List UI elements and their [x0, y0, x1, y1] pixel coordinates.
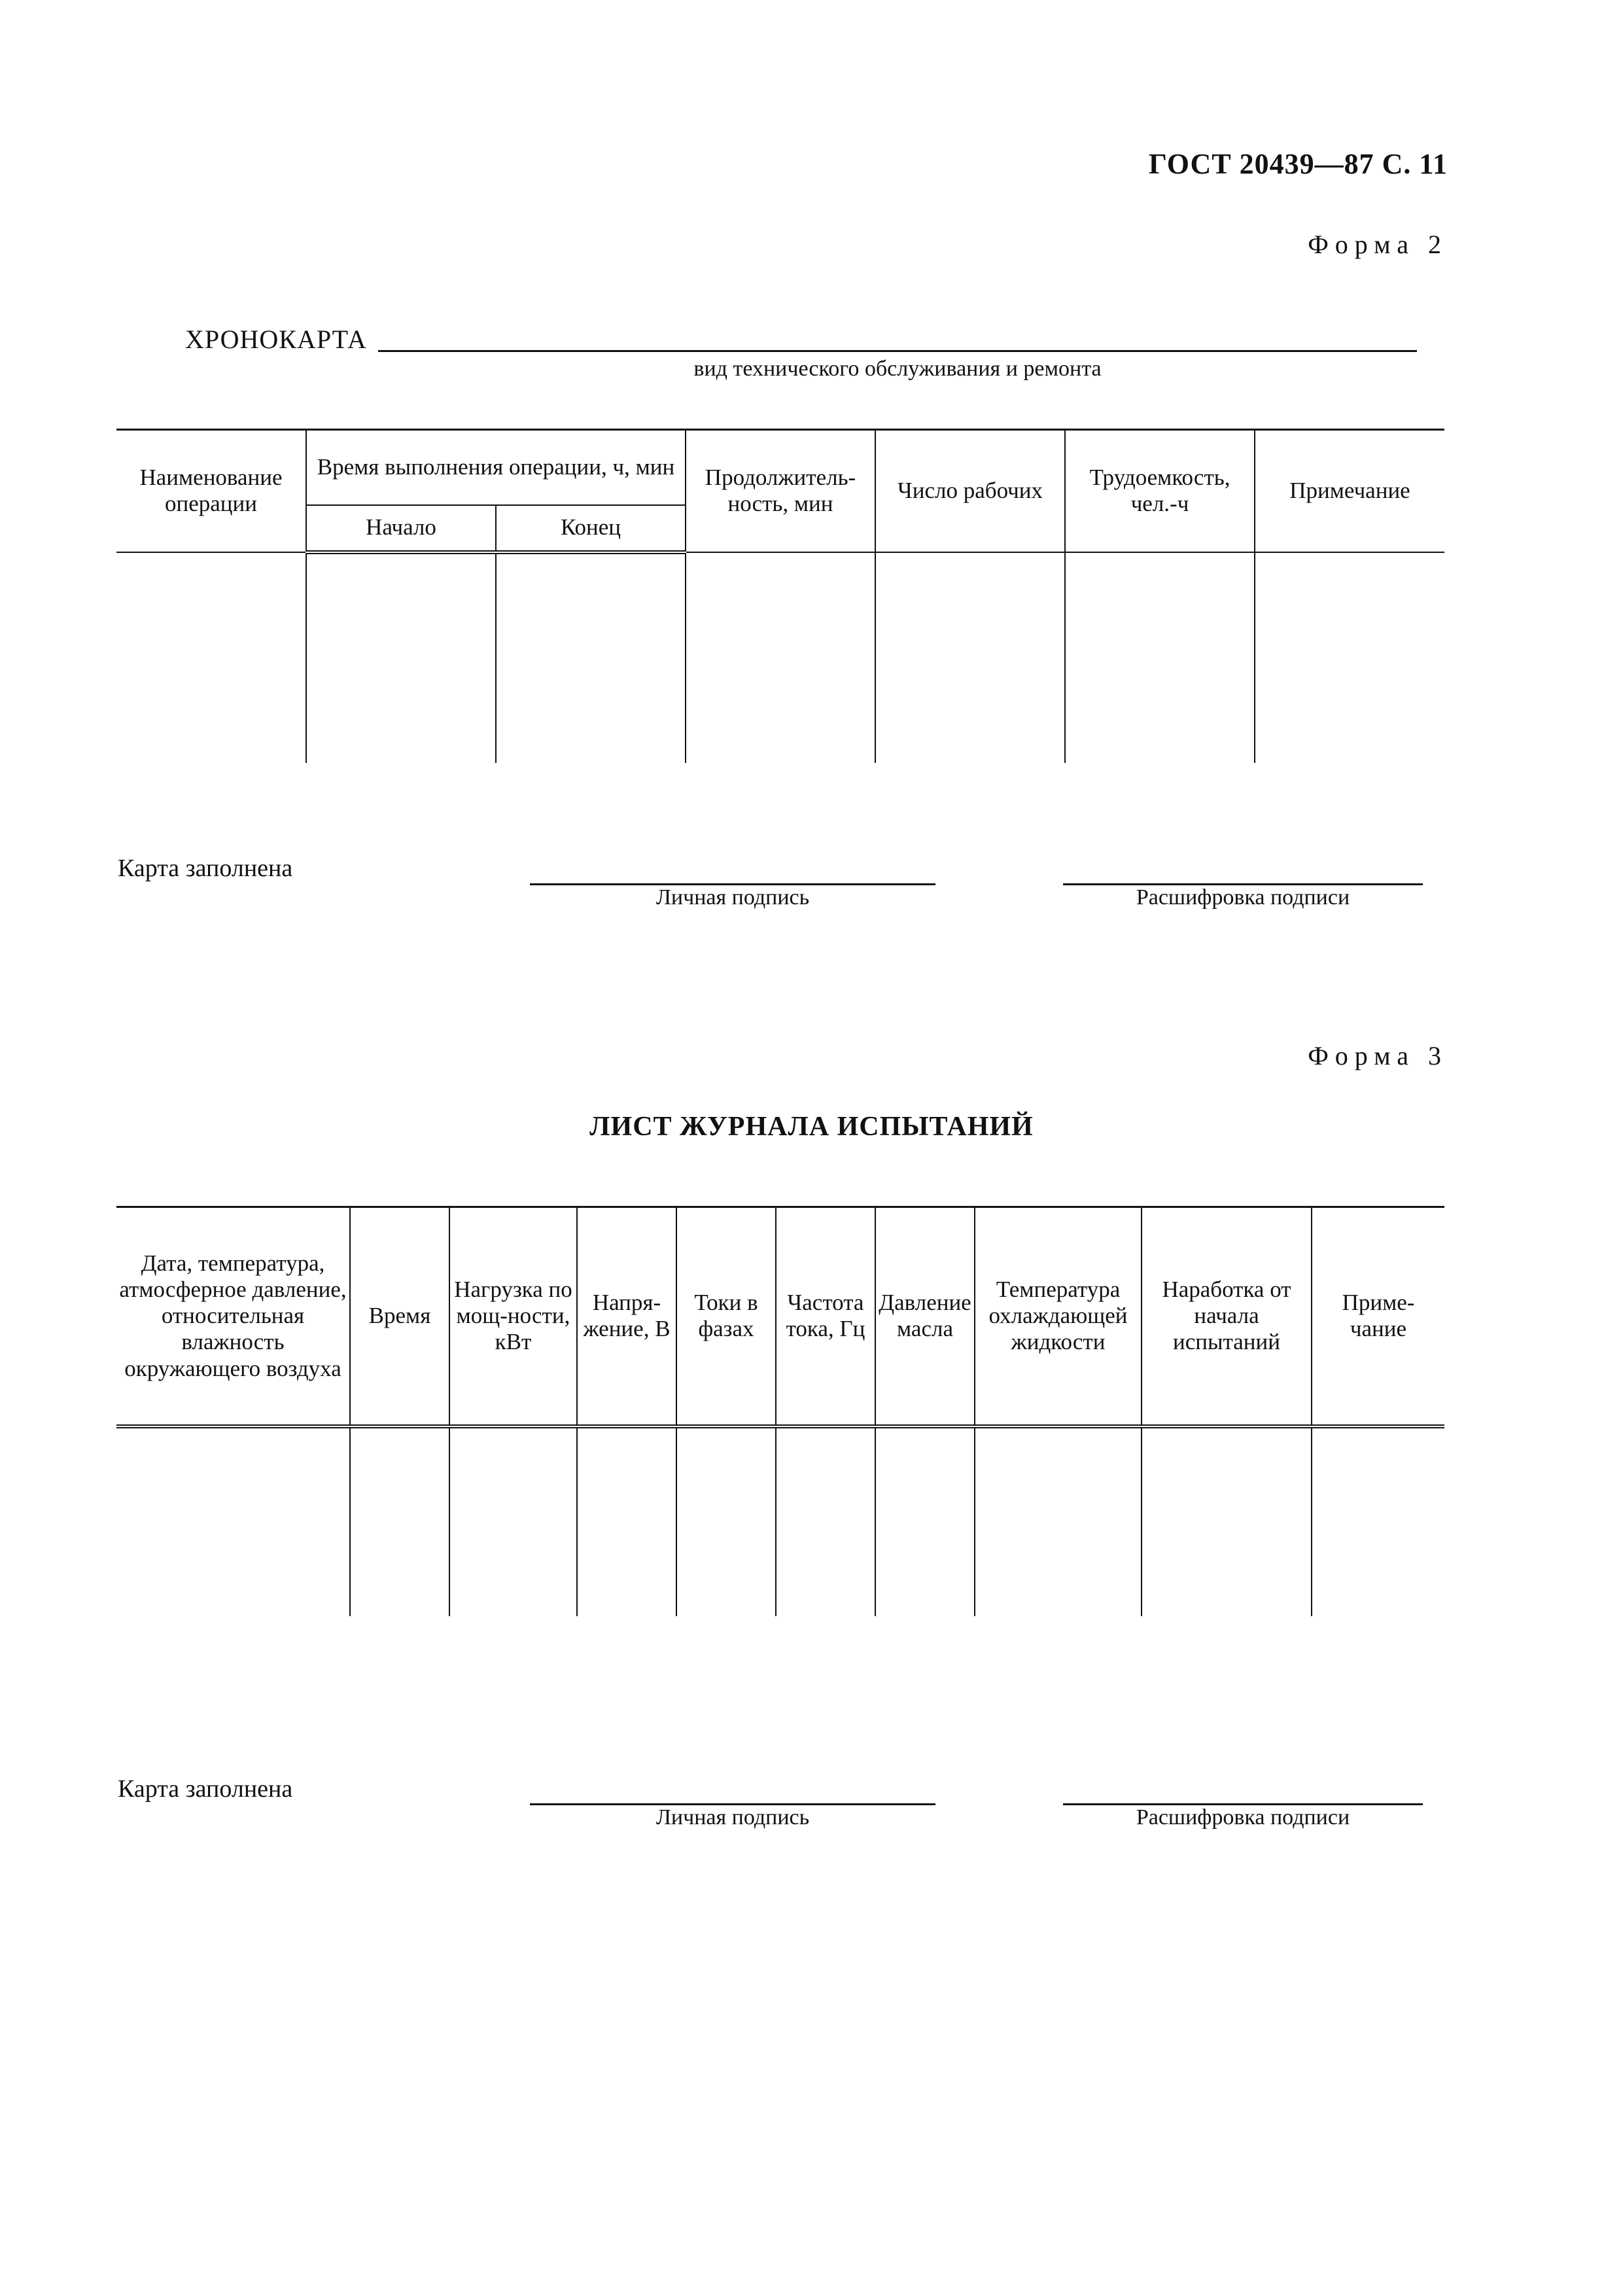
form2-cell-workers[interactable]: [875, 552, 1065, 763]
form2-cell-duration[interactable]: [686, 552, 875, 763]
form3-cell-coolant-temperature[interactable]: [975, 1426, 1142, 1616]
form2-cell-labor[interactable]: [1065, 552, 1255, 763]
form3-table-row: [116, 1426, 1444, 1616]
form3-header-currents: Токи в фазах: [676, 1207, 776, 1426]
form2-header-start: Начало: [306, 505, 496, 552]
form2-label: Форма 2: [1308, 230, 1448, 259]
form3-cell-voltage[interactable]: [577, 1426, 676, 1616]
form2-cell-end[interactable]: [496, 552, 686, 763]
form2-title-fill-line: [378, 350, 1417, 352]
form2-header-duration: Продолжитель-ность, мин: [686, 430, 875, 552]
form3-filled-label: Карта заполнена: [118, 1775, 293, 1803]
form2-header-workers: Число рабочих: [875, 430, 1065, 552]
form3-cell-date-conditions[interactable]: [116, 1426, 350, 1616]
form3-header-frequency: Частота тока, Гц: [776, 1207, 875, 1426]
form3-header-voltage: Напря-жение, В: [577, 1207, 676, 1426]
form2-header-operation-name: Наименование операции: [116, 430, 306, 552]
form2-title-caption: вид технического обслуживания и ремонта: [693, 357, 1102, 381]
form3-decode-caption: Расшифровка подписи: [1136, 1805, 1350, 1829]
form2-header-end: Конец: [496, 505, 686, 552]
form3-header-load: Нагрузка по мощ-ности, кВт: [449, 1207, 577, 1426]
form3-header-coolant-temperature: Температура охлаждающей жидкости: [975, 1207, 1142, 1426]
form3-header-oil-pressure: Давление масла: [875, 1207, 975, 1426]
form3-cell-note[interactable]: [1312, 1426, 1444, 1616]
form3-cell-load[interactable]: [449, 1426, 577, 1616]
form2-cell-operation-name[interactable]: [116, 552, 306, 763]
form3-header-note: Приме-чание: [1312, 1207, 1444, 1426]
form2-filled-label: Карта заполнена: [118, 855, 293, 882]
form2-cell-start[interactable]: [306, 552, 496, 763]
form3-title: ЛИСТ ЖУРНАЛА ИСПЫТАНИЙ: [589, 1112, 1034, 1142]
form3-cell-runtime[interactable]: [1142, 1426, 1312, 1616]
form2-table-row: [116, 552, 1444, 763]
form3-cell-time[interactable]: [350, 1426, 449, 1616]
form3-table: [116, 1206, 1444, 1616]
form2-header-labor: Трудоемкость, чел.-ч: [1065, 430, 1255, 552]
document-code: ГОСТ 20439—87 С. 11: [1148, 148, 1448, 180]
form3-signature-caption: Личная подпись: [655, 1805, 810, 1829]
form3-cell-currents[interactable]: [676, 1426, 776, 1616]
form3-cell-frequency[interactable]: [776, 1426, 875, 1616]
form2-title: ХРОНОКАРТА: [185, 325, 367, 354]
form2-header-note: Примечание: [1255, 430, 1444, 552]
form3-label: Форма 3: [1308, 1041, 1448, 1070]
form2-decode-caption: Расшифровка подписи: [1136, 885, 1350, 910]
form2-header-execution-time: Время выполнения операции, ч, мин: [306, 430, 686, 505]
form3-cell-oil-pressure[interactable]: [875, 1426, 975, 1616]
form3-header-runtime: Наработка от начала испытаний: [1142, 1207, 1312, 1426]
form2-signature-caption: Личная подпись: [655, 885, 810, 910]
form3-header-time: Время: [350, 1207, 449, 1426]
form3-header-date-conditions: Дата, температура, атмосферное давление, относительная влажность окружающего воздуха: [116, 1207, 350, 1426]
form2-cell-note[interactable]: [1255, 552, 1444, 763]
form2-table: [116, 429, 1444, 763]
